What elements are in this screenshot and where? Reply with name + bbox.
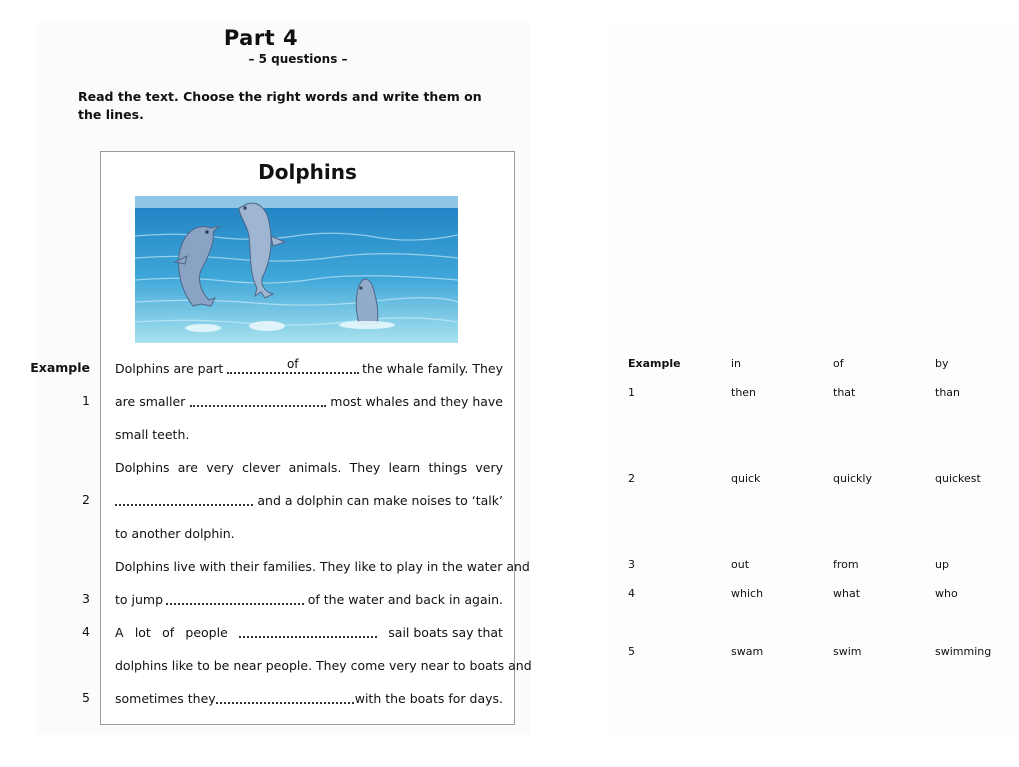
instructions: Read the text. Choose the right words and write them on the lines. xyxy=(78,89,482,122)
option-row-label: 4 xyxy=(628,587,635,600)
option-b[interactable]: what xyxy=(833,587,861,600)
option-row-label: 1 xyxy=(628,386,635,399)
options-row-2 xyxy=(606,472,1014,488)
question-number: 1 xyxy=(82,393,90,408)
option-b[interactable]: that xyxy=(833,386,856,399)
part-subtitle: – 5 questions – xyxy=(248,52,348,66)
option-row-label: 5 xyxy=(628,645,635,658)
passage-line: are smaller most whales and they have xyxy=(115,394,503,409)
answer-gap-2[interactable] xyxy=(115,492,253,506)
option-b[interactable]: swim xyxy=(833,645,862,658)
passage-line: sometimes they with the boats for days. xyxy=(115,691,503,706)
passage-line: dolphins like to be near people. They come very near to boats and xyxy=(115,658,532,673)
passage-line: Dolphins are very clever animals. They learn things very xyxy=(115,460,503,475)
example-label: Example xyxy=(30,360,90,375)
answer-gap-1[interactable] xyxy=(190,393,326,407)
options-table xyxy=(606,0,1014,767)
options-row-1 xyxy=(606,386,1014,402)
option-c[interactable]: quickest xyxy=(935,472,981,485)
option-c[interactable]: by xyxy=(935,357,949,370)
option-c[interactable]: up xyxy=(935,558,949,571)
question-number: 3 xyxy=(82,591,90,606)
dolphins-picture xyxy=(135,196,458,343)
option-a[interactable]: quick xyxy=(731,472,761,485)
options-row-3 xyxy=(606,558,1014,574)
option-a[interactable]: in xyxy=(731,357,742,370)
options-row-4 xyxy=(606,587,1014,603)
option-b[interactable]: from xyxy=(833,558,859,571)
answer-gap-example[interactable]: of xyxy=(227,360,359,374)
options-row-example xyxy=(606,357,1014,373)
part-title: Part 4 xyxy=(223,26,299,50)
option-a[interactable]: swam xyxy=(731,645,764,658)
answer-gap-5[interactable] xyxy=(216,690,354,704)
passage-line: Dolphins live with their families. They like to play in the water and xyxy=(115,559,530,574)
passage-line: to another dolphin. xyxy=(115,526,235,541)
passage-title: Dolphins xyxy=(258,160,357,184)
option-a[interactable]: which xyxy=(731,587,764,600)
option-row-label: Example xyxy=(628,357,681,370)
option-a[interactable]: out xyxy=(731,558,750,571)
question-number: 2 xyxy=(82,492,90,507)
option-row-label: 3 xyxy=(628,558,635,571)
passage-line: and a dolphin can make noises to ‘talk’ xyxy=(115,492,503,510)
option-b[interactable]: of xyxy=(833,357,844,370)
option-row-label: 2 xyxy=(628,472,635,485)
options-row-5 xyxy=(606,645,1014,661)
answer-gap-4[interactable] xyxy=(239,624,377,638)
option-c[interactable]: who xyxy=(935,587,958,600)
option-c[interactable]: than xyxy=(935,386,960,399)
option-a[interactable]: then xyxy=(731,386,757,399)
option-c[interactable]: swimming xyxy=(935,645,992,658)
passage-line: to jump of the water and back in again. xyxy=(115,592,503,607)
answer-gap-3[interactable] xyxy=(166,591,304,605)
question-number: 5 xyxy=(82,690,90,705)
option-b[interactable]: quickly xyxy=(833,472,872,485)
passage-line: A lot of people sail boats say that xyxy=(115,625,503,640)
passage-line: Dolphins are part of the whale family. They xyxy=(115,357,503,376)
passage-line: small teeth. xyxy=(115,427,190,442)
question-number: 4 xyxy=(82,624,90,639)
